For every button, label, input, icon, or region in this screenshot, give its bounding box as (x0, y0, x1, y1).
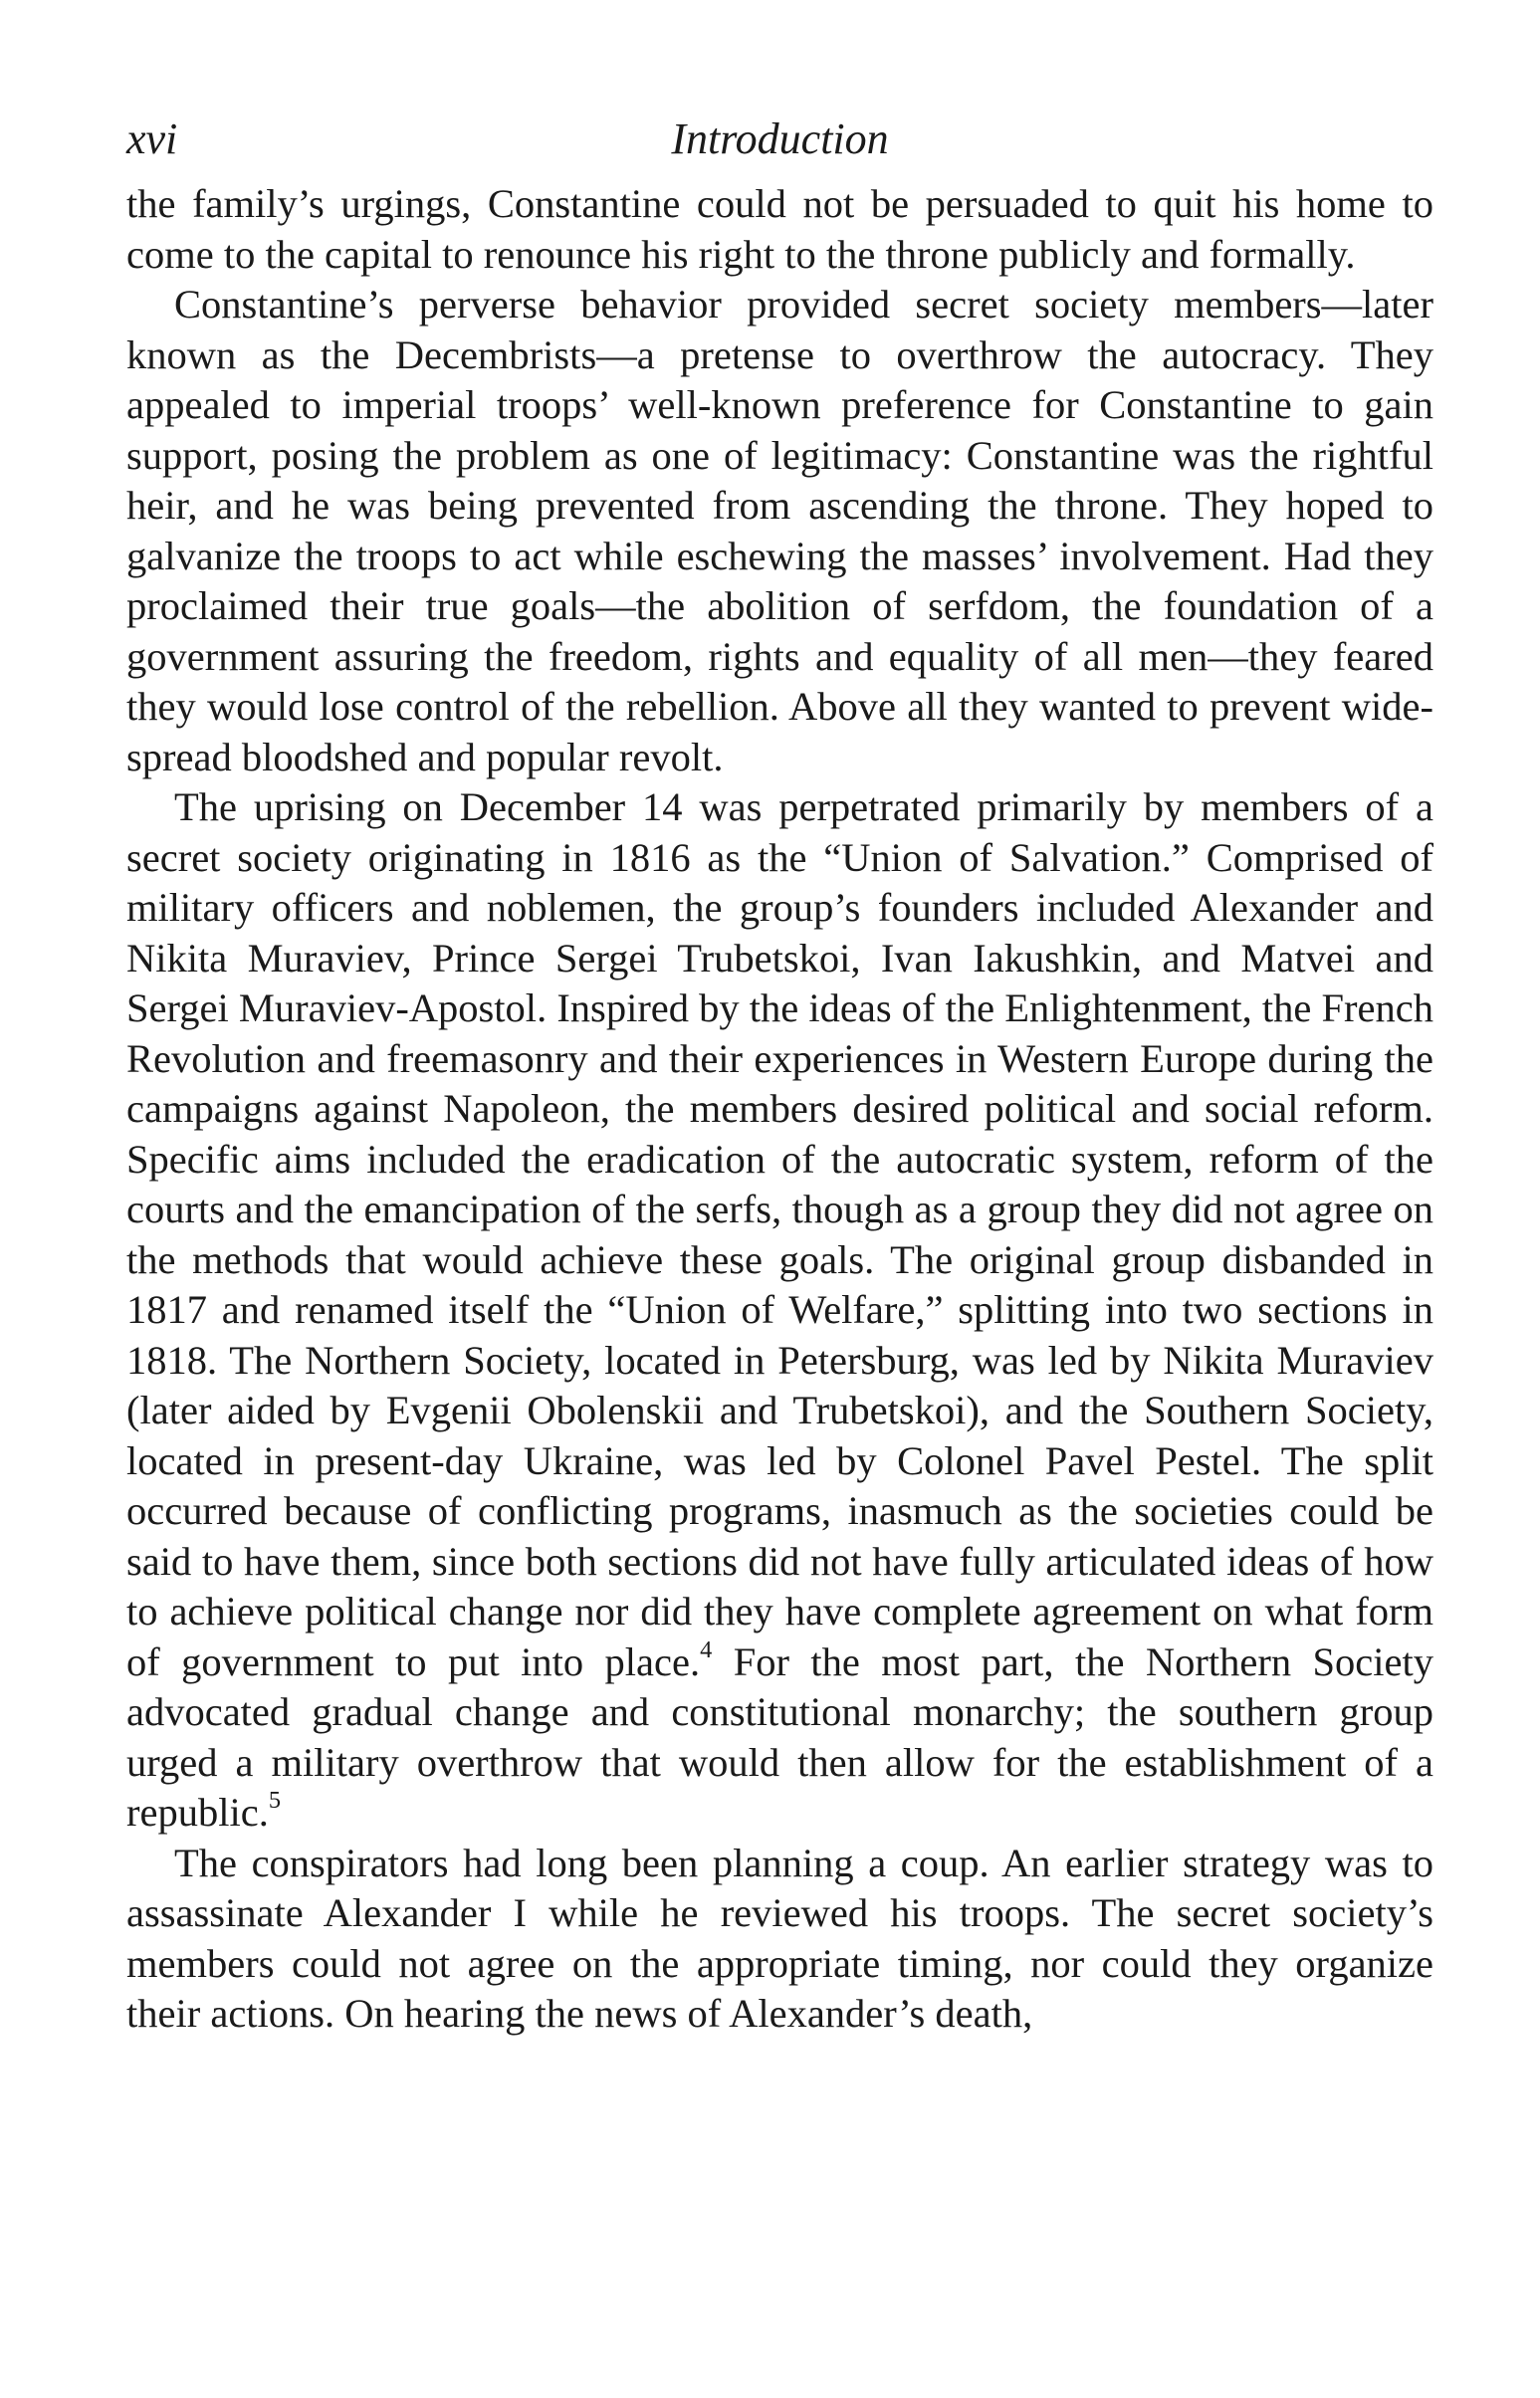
paragraph-continuation: the family’s urgings, Constantine could not be persuaded to quit his home to come to the capital to renounce his right to the throne publicly and formally. (126, 181, 1433, 277)
paragraph-uprising (126, 782, 1433, 1839)
footnote-marker-4: 4 (700, 1635, 713, 1663)
running-head (126, 109, 1433, 169)
paragraph-uprising-text-cont: For the most part, the Northern Society advocated gradual change and constitutional monarchy; the southern group urged a military overthrow that would then allow for the establishment of a republic. (126, 1638, 1433, 1835)
paragraph-uprising-text: The uprising on December 14 was perpetrated primarily by members of a secret society originating in 1816 as the “Union of Salvation.” Comprised of military officers and noblemen, the group’s founders included Alexander and Nikita Muraviev, Prince Sergei Trubetskoi, Ivan Iakushkin, and Matvei and Sergei Muraviev-Apostol. Inspired by the ideas of the Enlightenment, the French Revolution and freemasonry and their experiences in Western Europe during the campaigns against Napoleon, the members desired political and social reform. Specific aims included the eradication of the autocratic system, reform of the courts and the emancipation of the serfs, though as a group they did not agree on the methods that would achieve these goals. The original group disbanded in 1817 and renamed itself the “Union of Welfare,” splitting into two sections in 1818. The Northern Society, located in Petersburg, was led by Nikita Muraviev (later aided by Evgenii Obolenskii and Trubetskoi), and the Southern Society, located in present-day Ukraine, was led by Colonel Pavel Pestel. The split occurred because of conflicting programs, inasmuch as the societies could be said to have them, since both sections did not have fully articulated ideas of how to achieve political change nor did they have complete agreement on what form of government to put into place. (126, 784, 1433, 1684)
footnote-marker-5: 5 (268, 1786, 281, 1814)
paragraph-decembrists: Constantine’s perverse behavior provided secret society members—later known as the Decembrists—a pretense to overthrow the autocracy. They appealed to imperial troops’ well-known preference for Constantine to gain support, posing the problem as one of legitimacy: Constantine was the rightful heir, and he was being prevented from ascending the throne. They hoped to galvanize the troops to act while eschewing the masses’ involvement. Had they proclaimed their true goals—the abolition of serfdom, the foundation of a government assuring the freedom, rights and equality of all men—they feared they would lose control of the rebellion. Above all they wanted to prevent widespread bloodshed and popular revolt. (126, 282, 1433, 779)
paragraph-conspirators: The conspirators had long been planning a coup. An earlier strategy was to assassinate Alexander I while he reviewed his troops. The secret society’s members could not agree on the appropriate timing, nor could they organize their actions. On hearing the news of Alexander’s death, (126, 1840, 1433, 2036)
body-text (126, 179, 1433, 2040)
running-head-title: Introduction (671, 114, 889, 163)
page-number: xvi (126, 114, 178, 163)
